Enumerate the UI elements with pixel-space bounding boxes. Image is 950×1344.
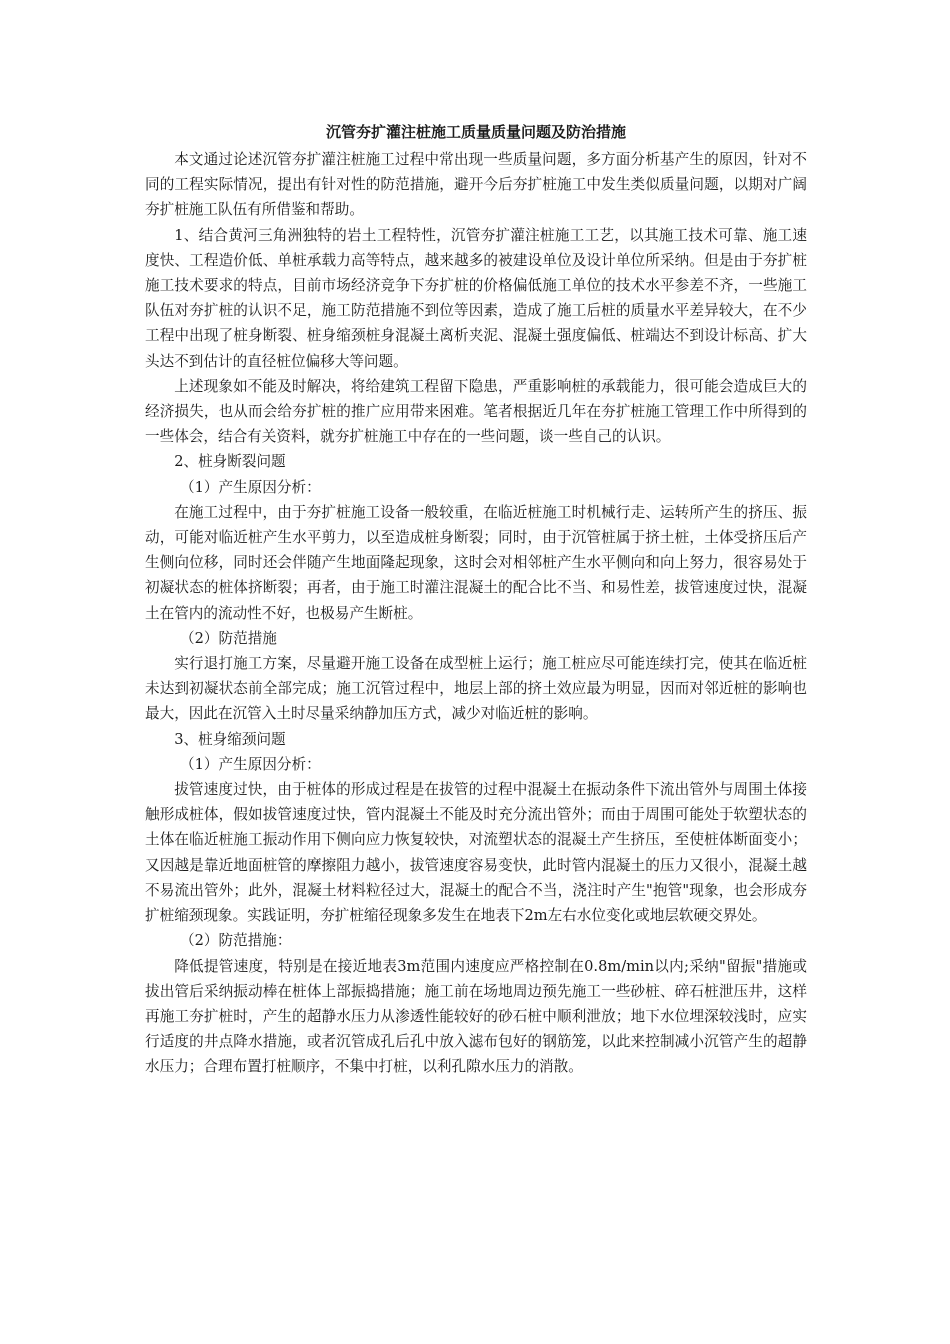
section-heading: 3、桩身缩颈问题 [174, 730, 286, 748]
body-paragraph: 拔管速度过快，由于桩体的形成过程是在拔管的过程中混凝土在振动条件下流出管外与周围土体接触形成桩体，假如拔管速度过快，管内混凝土不能及时充分流出管外；而由于周围可能处于软塑状态的土体在临近桩施工振动作用下侧向应力恢复较快，对流塑状态的混凝土产生挤压，至使桩体断面变小；又因越是靠近地面桩管的摩擦阻力越小，拔管速度容易变快，此时管内混凝土的压力又很小，混凝土越不易流出管外；此外，混凝土材料粒径过大，混凝土的配合不当，浇注时产生"抱管"现象，也会形成夯扩桩缩颈现象。实践证明，夯扩桩缩径现象多发生在地表下2m左右水位变化或地层软硬交界处。 [145, 781, 807, 925]
document-body [145, 120, 807, 1080]
body-paragraph: 实行退打施工方案，尽量避开施工设备在成型桩上运行；施工桩应尽可能连续打完，使其在临近桩未达到初凝状态前全部完成；施工沉管过程中，地层上部的挤土效应最为明显，因而对邻近桩的影响也最大，因此在沉管入土时尽量采纳静加压方式，减少对临近桩的影响。 [145, 655, 807, 723]
subsection-heading: （1）产生原因分析： [180, 478, 321, 496]
body-paragraph: 降低提管速度，特别是在接近地表3m范围内速度应严格控制在0.8m/min以内;采纳"留振"措施或拔出管后采纳振动棒在桩体上部振捣措施；施工前在场地周边预先施工一些砂桩、碎石桩泄压井，这样再施工夯扩桩时，产生的超静水压力从渗透性能较好的砂石桩中顺利泄放；地下水位埋深较浅时，应实行适度的井点降水措施，或者沉管成孔后孔中放入滤布包好的钢筋笼，以此来控制减小沉管产生的超静水压力；合理布置打桩顺序，不集中打桩，以利孔隙水压力的消散。 [145, 957, 807, 1076]
body-paragraph: 上述现象如不能及时解决，将给建筑工程留下隐患，严重影响桩的承载能力，很可能会造成巨大的经济损失，也从而会给夯扩桩的推广应用带来困难。笔者根据近几年在夯扩桩施工管理工作中所得到的一些体会，结合有关资料，就夯扩桩施工中存在的一些问题，谈一些自己的认识。 [145, 377, 807, 446]
section-heading: 2、桩身断裂问题 [174, 453, 286, 471]
subsection-heading: （1）产生原因分析： [180, 755, 321, 773]
body-paragraph: 在施工过程中，由于夯扩桩施工设备一般较重，在临近桩施工时机械行走、运转所产生的挤压、振动，可能对临近桩产生水平剪力，以至造成桩身断裂；同时，由于沉管桩属于挤土桩，土体受挤压后产生侧向位移，同时还会伴随产生地面隆起现象，这时会对相邻桩产生水平侧向和向上努力，很容易处于初凝状态的桩体挤断裂；再者，由于施工时灌注混凝土的配合比不当、和易性差，拔管速度过快，混凝土在管内的流动性不好，也极易产生断桩。 [145, 503, 807, 622]
subsection-heading: （2）防范措施 [180, 629, 277, 647]
document-title: 沉管夯扩灌注桩施工质量质量问题及防治措施 [325, 123, 626, 141]
intro-paragraph: 本文通过论述沉管夯扩灌注桩施工过程中常出现一些质量问题，多方面分析基产生的原因，针对不同的工程实际情况，提出有针对性的防范措施，避开今后夯扩桩施工中发生类似质量问题，以期对广阔夯扩桩施工队伍有所借鉴和帮助。 [145, 151, 807, 219]
section-1-paragraph: 1、结合黄河三角洲独特的岩土工程特性，沉管夯扩灌注桩施工工艺，以其施工技术可靠、施工速度快、工程造价低、单桩承载力高等特点，越来越多的被建设单位及设计单位所采纳。但是由于夯扩桩施工技术要求的特点，目前市场经济竞争下夯扩桩的价格偏低施工单位的技术水平参差不齐，一些施工队伍对夯扩桩的认识不足，施工防范措施不到位等因素，造成了施工后桩的质量水平差异较大，在不少工程中出现了桩身断裂、桩身缩颈桩身混凝土离析夹泥、混凝土强度偏低、桩端达不到设计标高、扩大头达不到估计的直径桩位偏移大等问题。 [145, 226, 807, 370]
subsection-heading: （2）防范措施： [180, 932, 292, 950]
